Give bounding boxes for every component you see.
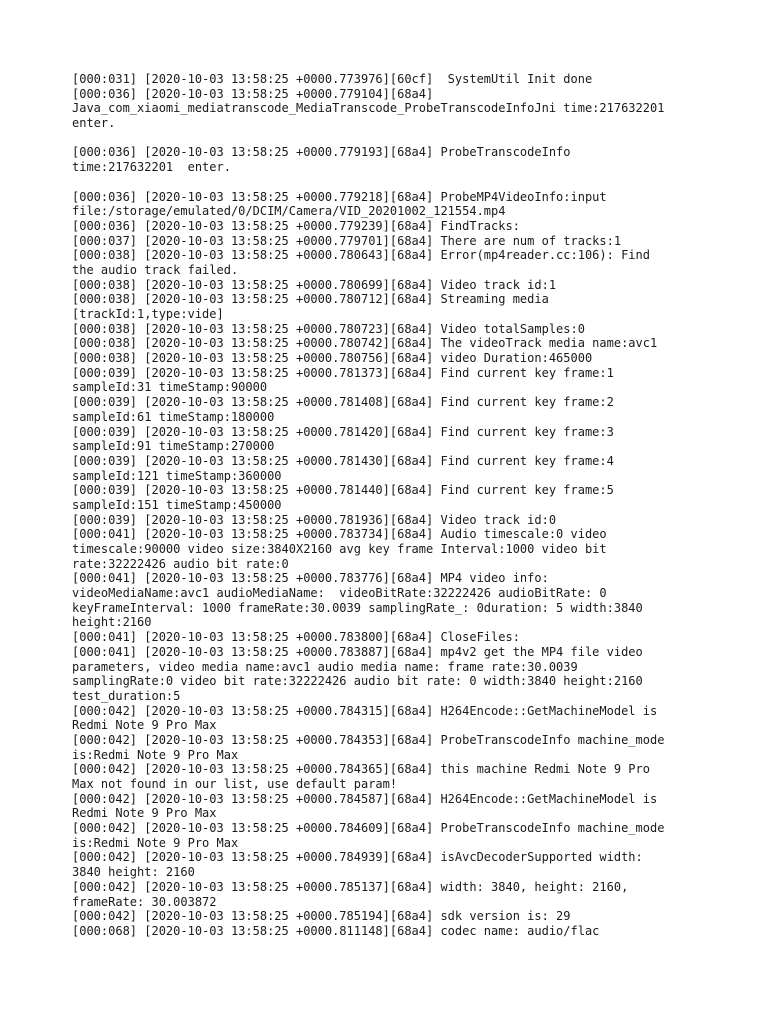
log-line: [000:041] [2020-10-03 13:58:25 +0000.783800][68a4] CloseFiles: xyxy=(72,630,520,645)
log-line: the audio track failed. xyxy=(72,262,239,277)
log-line: [000:039] [2020-10-03 13:58:25 +0000.781408][68a4] Find current key frame:2 xyxy=(72,395,614,410)
log-line: [000:042] [2020-10-03 13:58:25 +0000.785137][68a4] width: 3840, height: 2160, xyxy=(72,879,629,894)
log-line: rate:32222426 audio bit rate:0 xyxy=(72,556,289,571)
log-line: Redmi Note 9 Pro Max xyxy=(72,806,217,821)
log-line: sampleId:31 timeStamp:90000 xyxy=(72,380,268,395)
log-line: [000:038] [2020-10-03 13:58:25 +0000.780723][68a4] Video totalSamples:0 xyxy=(72,321,585,336)
log-line: [000:038] [2020-10-03 13:58:25 +0000.780712][68a4] Streaming media xyxy=(72,292,549,307)
log-line: [000:038] [2020-10-03 13:58:25 +0000.780742][68a4] The videoTrack media name:avc1 xyxy=(72,336,658,351)
log-line: [000:042] [2020-10-03 13:58:25 +0000.784609][68a4] ProbeTranscodeInfo machine_mode xyxy=(72,821,665,836)
log-line: [000:041] [2020-10-03 13:58:25 +0000.783734][68a4] Audio timescale:0 video xyxy=(72,527,607,542)
log-line: [000:036] [2020-10-03 13:58:25 +0000.779193][68a4] ProbeTranscodeInfo xyxy=(72,145,571,160)
log-line: [000:042] [2020-10-03 13:58:25 +0000.784315][68a4] H264Encode::GetMachineModel is xyxy=(72,703,658,718)
log-line: Java_com_xiaomi_mediatranscode_MediaTranscode_ProbeTranscodeInfoJni time:217632201 xyxy=(72,101,665,116)
log-line: [trackId:1,type:vide] xyxy=(72,307,224,321)
log-line: [000:042] [2020-10-03 13:58:25 +0000.784587][68a4] H264Encode::GetMachineModel is xyxy=(72,791,658,806)
log-line: time:217632201 enter. xyxy=(72,160,231,175)
log-line: is:Redmi Note 9 Pro Max xyxy=(72,747,239,762)
log-line: [000:042] [2020-10-03 13:58:25 +0000.784353][68a4] ProbeTranscodeInfo machine_mode xyxy=(72,732,665,747)
log-line: [000:039] [2020-10-03 13:58:25 +0000.781373][68a4] Find current key frame:1 xyxy=(72,365,614,380)
log-line: frameRate: 30.003872 xyxy=(72,894,217,909)
log-line: height:2160 xyxy=(72,615,152,630)
log-line: [000:039] [2020-10-03 13:58:25 +0000.781936][68a4] Video track id:0 xyxy=(72,512,557,527)
log-line: enter. xyxy=(72,116,116,131)
log-line: Redmi Note 9 Pro Max xyxy=(72,718,217,733)
log-document xyxy=(72,72,712,939)
log-line: [000:036] [2020-10-03 13:58:25 +0000.779218][68a4] ProbeMP4VideoInfo:input xyxy=(72,189,607,204)
log-line: [000:042] [2020-10-03 13:58:25 +0000.784365][68a4] this machine Redmi Note 9 Pro xyxy=(72,762,650,777)
log-line: [000:041] [2020-10-03 13:58:25 +0000.783776][68a4] MP4 video info: xyxy=(72,571,549,586)
log-line: videoMediaName:avc1 audioMediaName: videoBitRate:32222426 audioBitRate: 0 xyxy=(72,586,607,601)
log-line: sampleId:61 timeStamp:180000 xyxy=(72,409,275,424)
log-line: sampleId:151 timeStamp:450000 xyxy=(72,497,282,512)
log-line: keyFrameInterval: 1000 frameRate:30.0039 samplingRate_: 0duration: 5 width:3840 xyxy=(72,600,643,615)
log-line: [000:039] [2020-10-03 13:58:25 +0000.781430][68a4] Find current key frame:4 xyxy=(72,453,614,468)
log-line: timescale:90000 video size:3840X2160 avg key frame Interval:1000 video bit xyxy=(72,542,607,556)
log-line: [000:031] [2020-10-03 13:58:25 +0000.773976][60cf] SystemUtil Init done xyxy=(72,72,593,86)
log-line: Max not found in our list, use default param! xyxy=(72,777,398,791)
log-line: [000:039] [2020-10-03 13:58:25 +0000.781420][68a4] Find current key frame:3 xyxy=(72,424,614,439)
log-line: sampleId:121 timeStamp:360000 xyxy=(72,468,282,483)
log-line: [000:038] [2020-10-03 13:58:25 +0000.780699][68a4] Video track id:1 xyxy=(72,277,557,292)
log-line: [000:042] [2020-10-03 13:58:25 +0000.784939][68a4] isAvcDecoderSupported width: xyxy=(72,850,643,865)
blank-line xyxy=(72,175,712,190)
log-line: is:Redmi Note 9 Pro Max xyxy=(72,835,239,850)
log-line: [000:042] [2020-10-03 13:58:25 +0000.785194][68a4] sdk version is: 29 xyxy=(72,909,571,924)
log-line: sampleId:91 timeStamp:270000 xyxy=(72,439,275,454)
log-line: file:/storage/emulated/0/DCIM/Camera/VID_20201002_121554.mp4 xyxy=(72,204,506,219)
log-line: test_duration:5 xyxy=(72,688,181,703)
log-line: [000:041] [2020-10-03 13:58:25 +0000.783887][68a4] mp4v2 get the MP4 file video xyxy=(72,644,643,659)
log-line: [000:037] [2020-10-03 13:58:25 +0000.779701][68a4] There are num of tracks:1 xyxy=(72,233,622,248)
log-line: parameters, video media name:avc1 audio media name: frame rate:30.0039 xyxy=(72,659,578,674)
log-line: [000:039] [2020-10-03 13:58:25 +0000.781440][68a4] Find current key frame:5 xyxy=(72,483,614,498)
log-line: [000:038] [2020-10-03 13:58:25 +0000.780643][68a4] Error(mp4reader.cc:106): Find xyxy=(72,248,650,263)
log-line: [000:038] [2020-10-03 13:58:25 +0000.780756][68a4] video Duration:465000 xyxy=(72,351,593,366)
log-line: samplingRate:0 video bit rate:32222426 audio bit rate: 0 width:3840 height:2160 xyxy=(72,674,643,689)
log-line: [000:036] [2020-10-03 13:58:25 +0000.779239][68a4] FindTracks: xyxy=(72,218,520,233)
log-line: [000:036] [2020-10-03 13:58:25 +0000.779104][68a4] xyxy=(72,86,434,101)
blank-line xyxy=(72,131,712,146)
log-line: [000:068] [2020-10-03 13:58:25 +0000.811148][68a4] codec name: audio/flac xyxy=(72,923,600,938)
log-line: 3840 height: 2160 xyxy=(72,865,195,880)
